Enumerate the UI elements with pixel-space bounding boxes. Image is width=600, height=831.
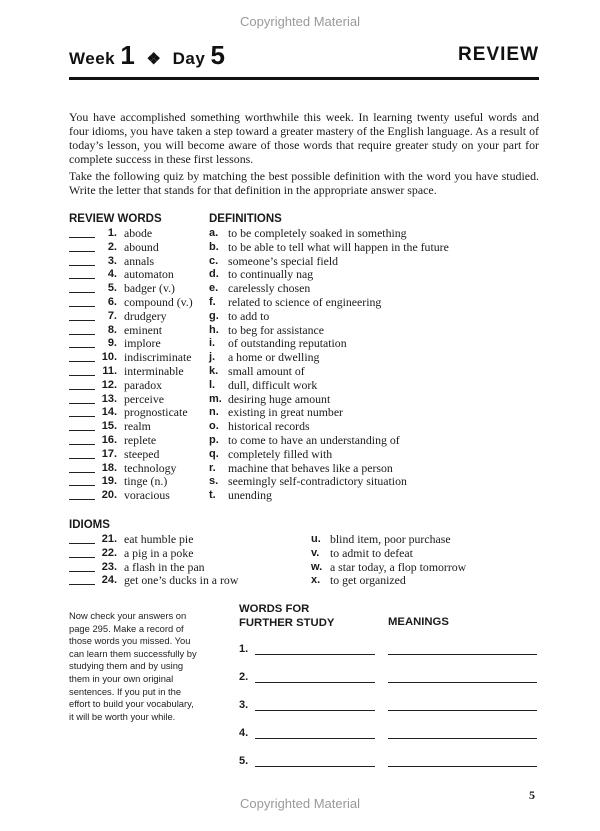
idiom-number: 22. [101, 546, 117, 559]
week-word: Week [69, 49, 116, 68]
review-words-heading: REVIEW WORDS [69, 213, 162, 225]
definition-text: to be completely soaked in something [228, 226, 407, 240]
review-word: indiscriminate [124, 350, 192, 365]
idiom-row [69, 574, 539, 588]
idiom-number: 24. [101, 574, 117, 587]
definition-letter: k. [209, 364, 219, 377]
further-study-number: 2. [239, 671, 249, 683]
word-number: 8. [107, 323, 117, 336]
word-number: 6. [107, 295, 117, 308]
review-word-row [69, 296, 539, 310]
word-number: 15. [101, 420, 117, 433]
idiom-phrase: eat humble pie [124, 532, 194, 546]
review-word-row [69, 475, 539, 489]
definition-text: of outstanding reputation [228, 336, 347, 351]
word-number: 13. [101, 392, 117, 405]
word-entry-line[interactable] [255, 710, 375, 711]
word-number: 4. [107, 268, 117, 281]
week-day-label [69, 40, 226, 71]
idioms-heading: IDIOMS [69, 519, 110, 531]
week-number: 1 [120, 40, 136, 70]
review-word: technology [124, 460, 177, 475]
definition-letter: e. [209, 282, 219, 295]
definition-letter: b. [209, 240, 219, 253]
review-words-list [69, 227, 539, 503]
word-entry-line[interactable] [255, 738, 375, 739]
word-entry-line[interactable] [255, 654, 375, 655]
page-number: 5 [529, 788, 535, 802]
further-study-number: 3. [239, 699, 249, 711]
further-study-row [239, 727, 539, 743]
idiom-letter: w. [311, 560, 323, 573]
review-word: replete [124, 432, 157, 447]
definition-text: someone’s special field [228, 253, 339, 268]
review-word: abound [124, 239, 159, 254]
idiom-letter: x. [311, 574, 321, 587]
further-study-row [239, 699, 539, 715]
review-word-row [69, 462, 539, 476]
word-number: 10. [101, 351, 117, 364]
review-word: interminable [124, 363, 184, 378]
idiom-number: 23. [101, 560, 117, 573]
review-word: badger (v.) [124, 281, 175, 296]
idiom-letter: v. [311, 546, 320, 559]
definition-letter: s. [209, 475, 219, 488]
review-word: tinge (n.) [124, 474, 168, 489]
word-number: 14. [101, 406, 117, 419]
definition-letter: o. [209, 420, 219, 433]
idiom-number: 21. [101, 533, 117, 545]
further-study-heading [239, 602, 334, 630]
idiom-definition: blind item, poor purchase [330, 532, 451, 546]
definition-letter: i. [209, 337, 216, 350]
review-word-row [69, 379, 539, 393]
idiom-letter: u. [311, 533, 321, 545]
definition-letter: d. [209, 268, 219, 281]
idiom-phrase: a flash in the pan [124, 559, 205, 574]
review-word-row [69, 393, 539, 407]
idiom-definition: a star today, a flop tomorrow [330, 559, 467, 574]
section-title: REVIEW [458, 44, 539, 65]
definition-text: unending [228, 488, 272, 503]
word-number: 7. [107, 309, 117, 322]
definition-letter: p. [209, 433, 219, 446]
further-study-heading-line2: FURTHER STUDY [239, 617, 335, 629]
review-word-row [69, 241, 539, 255]
review-word: realm [124, 419, 151, 434]
day-word: Day [172, 49, 206, 68]
word-number: 12. [101, 378, 117, 391]
review-word: annals [124, 253, 155, 268]
review-word: drudgery [124, 308, 167, 323]
definition-letter: t. [209, 489, 216, 502]
review-word-row [69, 255, 539, 269]
review-word: steeped [124, 446, 160, 461]
definitions-heading: DEFINITIONS [209, 213, 282, 225]
intro-paragraph-1: You have accomplished something worthwhile this week. In learning twenty useful words and four idioms, you have taken a step toward a greater mastery of the English language. As a result of today’s lesson, you will become aware of those words that require greater study on your part for complete success in these first lessons. [69, 110, 539, 166]
definition-letter: r. [209, 461, 216, 474]
word-number: 16. [101, 433, 117, 446]
definition-text: to add to [228, 308, 270, 323]
definition-text: to continually nag [228, 267, 314, 282]
review-word-row [69, 282, 539, 296]
definition-text: historical records [228, 419, 310, 434]
review-word-row [69, 337, 539, 351]
definition-text: to come to have an understanding of [228, 432, 400, 447]
word-number: 9. [107, 337, 117, 350]
review-word: perceive [124, 391, 164, 406]
watermark-bottom: Copyrighted Material [240, 796, 360, 811]
word-number: 17. [101, 447, 117, 460]
definition-letter: l. [209, 378, 216, 391]
definition-letter: a. [209, 227, 219, 239]
page-header [69, 40, 539, 74]
review-word-row [69, 324, 539, 338]
day-number: 5 [210, 40, 226, 70]
definition-letter: c. [209, 254, 219, 267]
definition-letter: n. [209, 406, 219, 419]
review-word: implore [124, 336, 161, 351]
idiom-phrase: get one’s ducks in a row [124, 573, 239, 588]
review-word-row [69, 365, 539, 379]
definition-letter: q. [209, 447, 219, 460]
meanings-heading: MEANINGS [388, 616, 449, 628]
meaning-entry-line[interactable] [388, 654, 537, 655]
idiom-definition: to admit to defeat [330, 545, 413, 560]
definition-text: carelessly chosen [228, 281, 311, 296]
review-word: voracious [124, 488, 170, 503]
intro-text [69, 110, 539, 200]
word-number: 11. [102, 364, 117, 377]
review-word: prognosticate [124, 405, 188, 420]
meaning-entry-line[interactable] [388, 738, 537, 739]
intro-paragraph-2: Take the following quiz by matching the best possible definition with the word you have studied. Write the letter that stands for that definition in the appropriate answer space. [69, 169, 539, 197]
meaning-entry-line[interactable] [388, 710, 537, 711]
definition-text: machine that behaves like a person [228, 460, 393, 475]
definition-letter: f. [209, 295, 216, 308]
review-word: eminent [124, 322, 163, 337]
review-word: compound (v.) [124, 294, 193, 309]
header-rule [69, 77, 539, 80]
further-study-number: 1. [239, 643, 249, 655]
review-word-row [69, 420, 539, 434]
review-word-row [69, 310, 539, 324]
review-word-row [69, 268, 539, 282]
definition-letter: m. [209, 392, 222, 405]
word-number: 19. [101, 475, 117, 488]
further-study-row [239, 671, 539, 687]
definition-text: seemingly self-contradictory situation [228, 474, 407, 489]
definition-text: small amount of [228, 363, 305, 378]
word-number: 18. [101, 461, 117, 474]
word-number: 1. [107, 227, 117, 239]
watermark-top: Copyrighted Material [240, 14, 360, 29]
definition-text: existing in great number [228, 405, 343, 420]
review-word: abode [124, 226, 153, 240]
word-number: 3. [107, 254, 117, 267]
idiom-row [69, 533, 539, 547]
definition-text: dull, difficult work [228, 377, 318, 392]
idiom-row [69, 547, 539, 561]
word-number: 5. [107, 282, 117, 295]
definition-text: completely filled with [228, 446, 333, 461]
instruction-note: Now check your answers on page 295. Make a record of those words you missed. You can learn them successfully by studying them and by using them in your own original sentences. If you put in the effort to build your vocabulary, it will be worth your while. [69, 610, 197, 722]
review-word: paradox [124, 377, 162, 392]
review-word-row [69, 406, 539, 420]
definition-text: to beg for assistance [228, 322, 324, 337]
definition-text: desiring huge amount [228, 391, 331, 406]
meaning-entry-line[interactable] [388, 766, 537, 767]
further-study-number: 5. [239, 755, 249, 767]
word-number: 20. [101, 489, 117, 502]
definition-text: a home or dwelling [228, 350, 320, 365]
review-word-row [69, 434, 539, 448]
review-word-row [69, 351, 539, 365]
word-entry-line[interactable] [255, 682, 375, 683]
definition-letter: j. [209, 351, 216, 364]
further-study-row [239, 755, 539, 771]
further-study-heading-line1: WORDS FOR [239, 603, 310, 615]
review-word-row [69, 489, 539, 503]
further-study-row [239, 643, 539, 659]
meaning-entry-line[interactable] [388, 682, 537, 683]
word-entry-line[interactable] [255, 766, 375, 767]
idiom-phrase: a pig in a poke [124, 545, 194, 560]
review-word-row [69, 448, 539, 462]
further-study-number: 4. [239, 727, 249, 739]
idiom-definition: to get organized [330, 573, 406, 588]
definition-text: related to science of engineering [228, 294, 382, 309]
definition-text: to be able to tell what will happen in the future [228, 239, 449, 254]
definition-letter: g. [209, 309, 219, 322]
review-word-row [69, 227, 539, 241]
definition-letter: h. [209, 323, 219, 336]
word-number: 2. [107, 240, 117, 253]
idiom-row [69, 561, 539, 575]
review-word: automaton [124, 267, 174, 282]
diamond-separator-icon: ❖ [146, 51, 162, 68]
idioms-list [69, 533, 539, 588]
